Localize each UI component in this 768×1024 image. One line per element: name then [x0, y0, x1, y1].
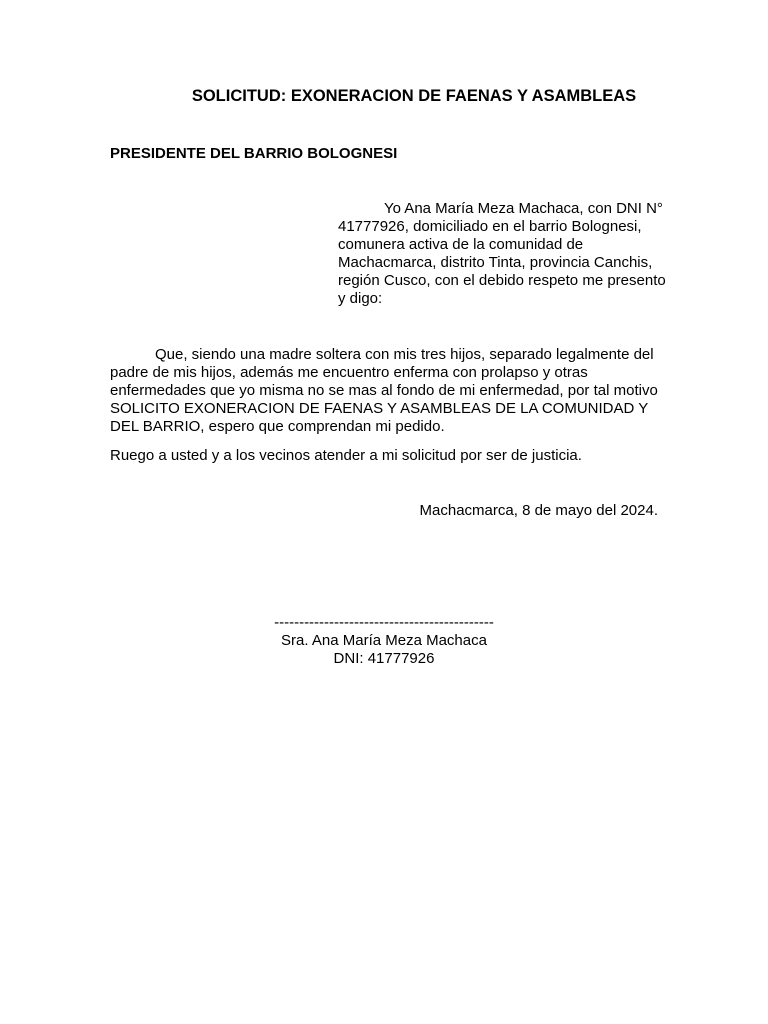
- signer-name: Sra. Ana María Meza Machaca: [281, 632, 487, 649]
- intro-paragraph: Yo Ana María Meza Machaca, con DNI N° 41777926, domiciliado en el barrio Bolognesi, comunera activa de la comunidad de Machacmarca, distrito Tinta, provincia Canchis, región Cusco, con el debido respeto me presento y digo:: [338, 200, 666, 307]
- signature-block: [234, 614, 534, 668]
- signer-dni: DNI: 41777926: [333, 650, 435, 667]
- recipient-heading: PRESIDENTE DEL BARRIO BOLOGNESI: [110, 145, 398, 162]
- date-line: Machacmarca, 8 de mayo del 2024.: [419, 502, 658, 519]
- document-title: SOLICITUD: EXONERACION DE FAENAS Y ASAMBLEAS: [191, 87, 637, 105]
- request-paragraph: Que, siendo una madre soltera con mis tres hijos, separado legalmente del padre de mis hijos, además me encuentro enferma con prolapso y otras enfermedades que yo misma no se mas al fondo de mi enfermedad, por tal motivo SOLICITO EXONERACION DE FAENAS Y ASAMBLEAS DE LA COMUNIDAD Y DEL BARRIO, espero que comprendan mi pedido.: [110, 346, 658, 435]
- closing-paragraph: Ruego a usted y a los vecinos atender a mi solicitud por ser de justicia.: [110, 447, 582, 464]
- signature-line: --------------------------------------------: [274, 614, 494, 631]
